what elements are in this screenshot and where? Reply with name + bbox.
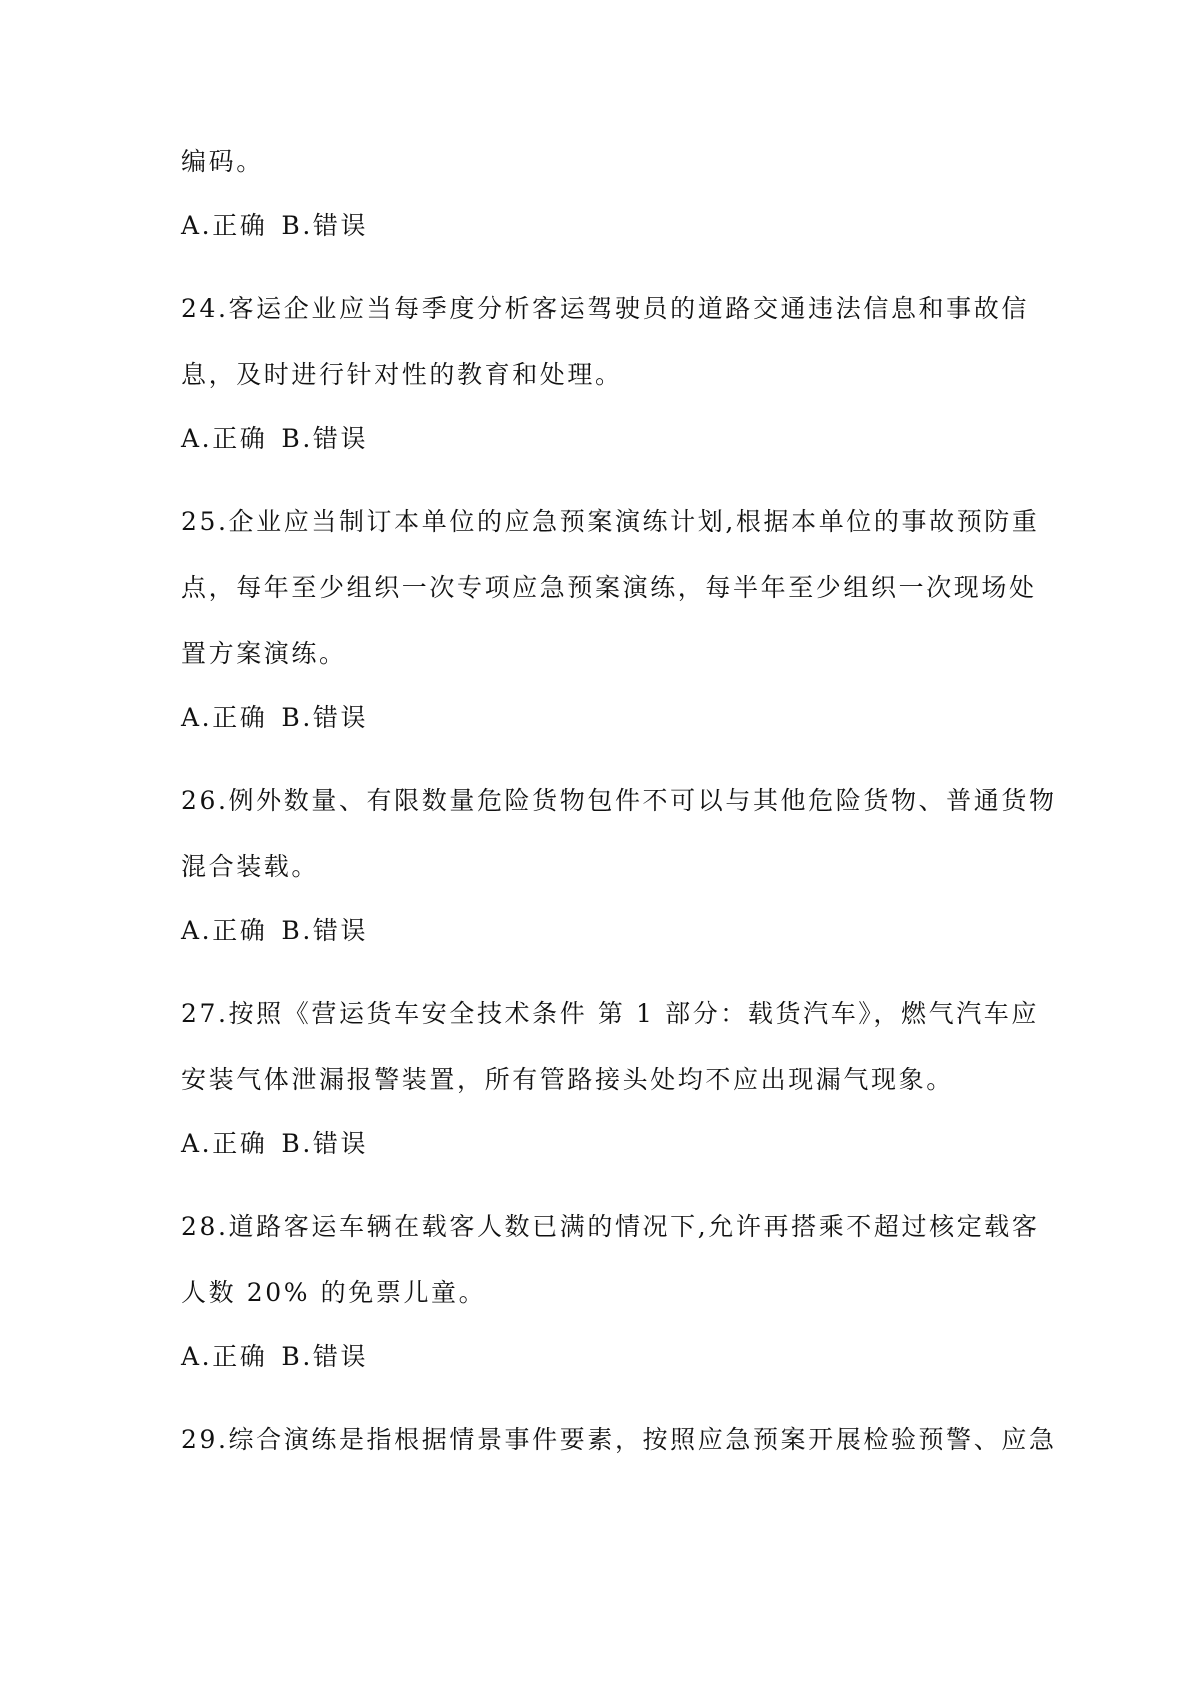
option-b: B.错误	[281, 211, 369, 240]
option-b: B.错误	[281, 703, 369, 732]
question-24	[181, 292, 1029, 456]
answer-options	[181, 422, 1026, 456]
option-b: B.错误	[281, 424, 369, 453]
answer-options	[181, 209, 1026, 243]
answer-options	[181, 1127, 1026, 1161]
option-b: B.错误	[281, 1129, 369, 1158]
question-27	[181, 997, 1040, 1161]
question-29	[181, 1423, 1057, 1457]
question-text-line: 24.客运企业应当每季度分析客运驾驶员的道路交通违法信息和事故信	[181, 294, 1029, 323]
question-text-line: 置方案演练。	[181, 639, 347, 668]
option-a: A.正确	[181, 916, 268, 945]
question-text-line: 混合装载。	[181, 852, 320, 881]
question-26	[181, 784, 1057, 948]
question-23-continuation	[181, 145, 1026, 243]
answer-options	[181, 1340, 1026, 1374]
option-b: B.错误	[281, 1342, 369, 1371]
option-a: A.正确	[181, 211, 268, 240]
question-text-line: 26.例外数量、有限数量危险货物包件不可以与其他危险货物、普通货物	[181, 786, 1057, 815]
question-text-line: 27.按照《营运货车安全技术条件 第 1 部分：载货汽车》，燃气汽车应	[181, 999, 1040, 1028]
option-b: B.错误	[281, 916, 369, 945]
question-text-line: 点，每年至少组织一次专项应急预案演练，每半年至少组织一次现场处	[181, 573, 1037, 602]
question-text-line: 息，及时进行针对性的教育和处理。	[181, 360, 623, 389]
option-a: A.正确	[181, 1342, 268, 1371]
question-25	[181, 505, 1040, 735]
answer-options	[181, 914, 1026, 948]
question-text-line: 安装气体泄漏报警装置，所有管路接头处均不应出现漏气现象。	[181, 1065, 954, 1094]
question-text-line: 28.道路客运车辆在载客人数已满的情况下,允许再搭乘不超过核定载客	[181, 1212, 1040, 1241]
option-a: A.正确	[181, 1129, 268, 1158]
option-a: A.正确	[181, 703, 268, 732]
question-text-line: 编码。	[181, 147, 264, 176]
option-a: A.正确	[181, 424, 268, 453]
question-text-line: 人数 20% 的免票儿童。	[181, 1278, 487, 1307]
question-text-line: 29.综合演练是指根据情景事件要素，按照应急预案开展检验预警、应急	[181, 1425, 1057, 1454]
question-28	[181, 1210, 1040, 1374]
answer-options	[181, 701, 1026, 735]
question-text-line: 25.企业应当制订本单位的应急预案演练计划,根据本单位的事故预防重	[181, 507, 1040, 536]
